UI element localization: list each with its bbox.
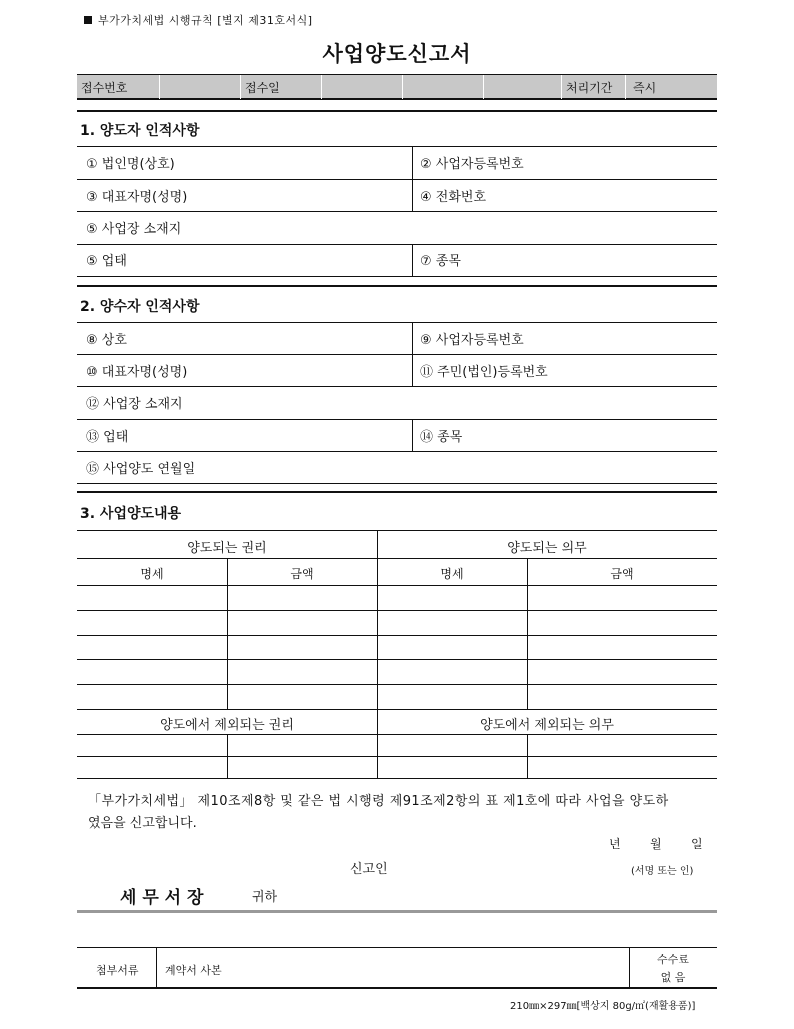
declaration-line2: 였음을 신고합니다.: [88, 816, 197, 831]
table-row: [77, 756, 717, 757]
section1-heading: 1. 양도자 인적사항: [80, 123, 200, 139]
receipt-number-label: 접수번호: [81, 81, 128, 95]
attachment-value: 계약서 사본: [165, 964, 222, 977]
honorific: 귀하: [252, 890, 278, 905]
buyer-business-type-label: ⑬ 업태: [86, 430, 129, 445]
date-year-label: 년: [609, 837, 621, 851]
row-line: [77, 179, 717, 180]
column-divider: [412, 419, 413, 451]
date-day-label: 일: [691, 837, 703, 851]
paper-spec: 210㎜×297㎜[백상지 80g/㎡(재활용품)]: [510, 1001, 696, 1012]
seller-phone-label: ④ 전화번호: [420, 190, 487, 205]
table-row: [77, 659, 717, 660]
transfer-date-label: ⑮ 사업양도 연월일: [86, 462, 196, 477]
row-line: [77, 276, 717, 277]
receipt-divider: [561, 75, 562, 99]
column-divider: [412, 244, 413, 276]
seller-item-label: ⑦ 종목: [420, 254, 461, 269]
seller-rep-name-label: ③ 대표자명(성명): [86, 190, 188, 205]
buyer-trade-name-label: ⑧ 상호: [86, 333, 127, 348]
section3-heading: 3. 사업양도내용: [80, 506, 182, 522]
buyer-biz-reg-no-label: ⑨ 사업자등록번호: [420, 333, 524, 348]
row-line: [77, 211, 717, 212]
duties-amount-col-header: 금액: [610, 567, 634, 581]
row-line: [77, 451, 717, 452]
declaration-line1: 「부가가치세법」 제10조제8항 및 같은 법 시행령 제91조제2항의 표 제1호에 따라 사업을 양도하: [88, 794, 669, 809]
buyer-resident-no-label: ⑪ 주민(법인)등록번호: [420, 365, 548, 380]
table-line: [77, 734, 717, 735]
signature-divider: [77, 910, 717, 913]
section-divider: [77, 285, 717, 287]
rights-amount-col-header: 금액: [290, 567, 314, 581]
square-bullet-icon: [84, 16, 92, 24]
seller-corp-name-label: ① 법인명(상호): [86, 157, 175, 172]
duties-header: 양도되는 의무: [507, 541, 587, 556]
receipt-divider: [483, 75, 484, 99]
form-id: 부가가치세법 시행규칙 [별지 제31호서식]: [98, 14, 313, 27]
fee-value: 없 음: [660, 971, 686, 984]
attachment-bottom-line: [77, 987, 717, 989]
row-line: [77, 322, 717, 323]
receipt-divider: [159, 75, 160, 99]
row-line: [77, 146, 717, 147]
table-line: [77, 585, 717, 586]
receipt-bar: [77, 74, 717, 100]
section-divider: [77, 491, 717, 493]
processing-period-value: 즉시: [633, 81, 657, 95]
processing-period-label: 처리기간: [566, 81, 613, 95]
table-line: [77, 778, 717, 779]
buyer-location-label: ⑫ 사업장 소재지: [86, 397, 183, 412]
row-line: [77, 483, 717, 484]
date-month-label: 월: [650, 837, 662, 851]
attachment-top-line: [77, 947, 717, 948]
row-line: [77, 419, 717, 420]
table-line: [77, 530, 717, 531]
reporter-label: 신고인: [350, 862, 388, 877]
table-row: [77, 610, 717, 611]
excluded-rights-header: 양도에서 제외되는 권리: [160, 718, 294, 733]
table-line: [77, 709, 717, 710]
row-line: [77, 386, 717, 387]
addressee: 세 무 서 장: [120, 888, 204, 908]
table-line: [77, 558, 717, 559]
attachment-divider: [156, 947, 157, 987]
section2-heading: 2. 양수자 인적사항: [80, 299, 200, 315]
buyer-rep-name-label: ⑩ 대표자명(성명): [86, 365, 188, 380]
seller-biz-reg-no-label: ② 사업자등록번호: [420, 157, 524, 172]
rights-detail-col-header: 명세: [140, 567, 164, 581]
duties-detail-col-header: 명세: [440, 567, 464, 581]
attachment-label: 첨부서류: [96, 964, 139, 977]
section-divider: [77, 110, 717, 112]
receipt-divider: [402, 75, 403, 99]
row-line: [77, 244, 717, 245]
page-title: 사업양도신고서: [322, 42, 472, 66]
seller-business-type-label: ⑤ 업태: [86, 254, 127, 269]
buyer-item-label: ⑭ 종목: [420, 430, 463, 445]
receipt-divider: [321, 75, 322, 99]
seller-location-label: ⑤ 사업장 소재지: [86, 222, 182, 237]
excluded-duties-header: 양도에서 제외되는 의무: [480, 718, 614, 733]
receipt-date-label: 접수일: [245, 81, 280, 95]
receipt-divider: [625, 75, 626, 99]
table-row: [77, 684, 717, 685]
form-id-line: [84, 12, 313, 28]
rights-header: 양도되는 권리: [187, 541, 267, 556]
sign-note: (서명 또는 인): [631, 866, 694, 877]
row-line: [77, 354, 717, 355]
receipt-divider: [240, 75, 241, 99]
table-row: [77, 635, 717, 636]
fee-label: 수수료: [657, 953, 689, 966]
